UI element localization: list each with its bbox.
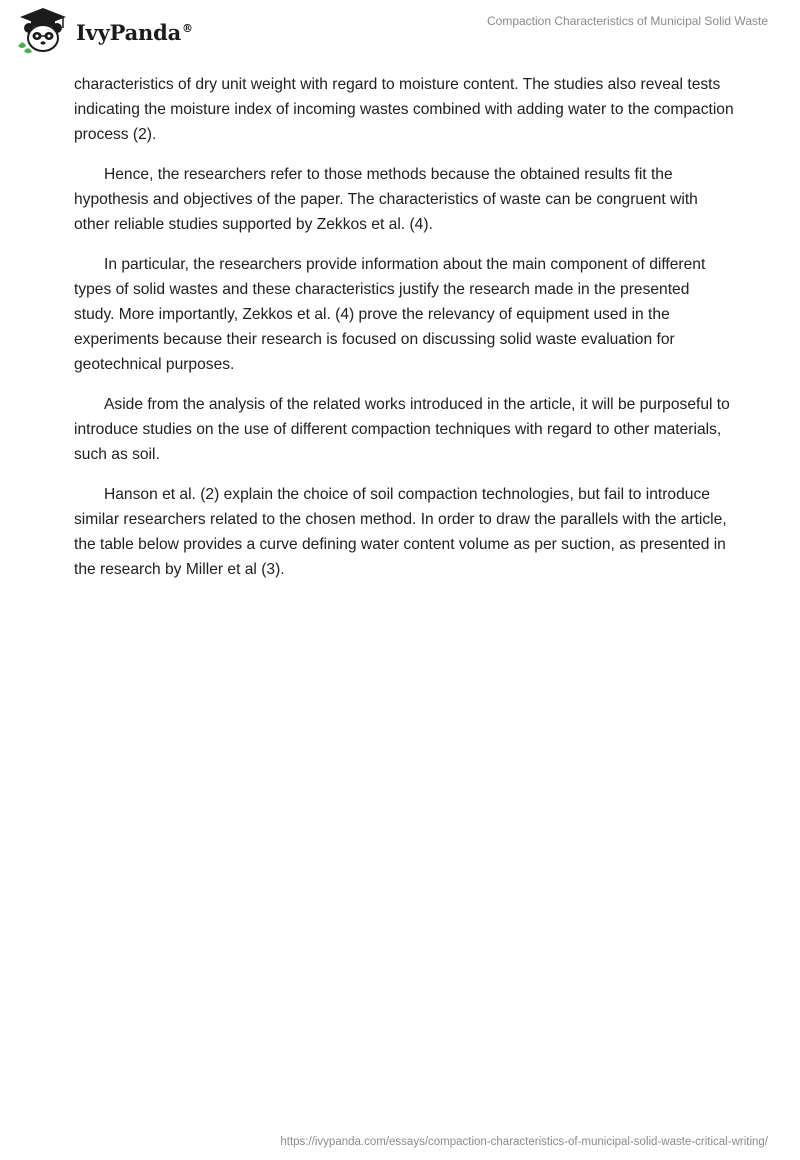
brand-name: IvyPanda® xyxy=(76,19,193,45)
source-url[interactable]: https://ivypanda.com/essays/compaction-characteristics-of-municipal-solid-waste-critical-writing/ xyxy=(280,1136,768,1148)
document-title: Compaction Characteristics of Municipal Solid Waste xyxy=(487,14,768,28)
essay-body xyxy=(74,72,734,597)
page-header xyxy=(0,0,800,64)
paragraph: In particular, the researchers provide information about the main component of different types of solid wastes and these characteristics justify the research made in the presented study. More importantly, Zekkos et al. (4) prove the relevancy of equipment used in the experiments because their research is focused on discussing solid waste evaluation for geotechnical purposes. xyxy=(74,256,706,373)
ivypanda-logo[interactable] xyxy=(14,6,193,56)
paragraph-continuation: characteristics of dry unit weight with regard to moisture content. The studies also reveal tests indicating the moisture index of incoming wastes combined with adding water to the compaction process (2). xyxy=(74,76,734,143)
paragraph: Hence, the researchers refer to those methods because the obtained results fit the hypothesis and objectives of the paper. The characteristics of waste can be congruent with other reliable studies supported by Zekkos et al. (4). xyxy=(74,166,698,233)
panda-graduate-icon xyxy=(14,6,72,56)
paragraph: Hanson et al. (2) explain the choice of soil compaction technologies, but fail to introduce similar researchers related to the chosen method. In order to draw the parallels with the article, the table below provides a curve defining water content volume as per suction, as presented in the research by Miller et al (3). xyxy=(74,486,727,578)
paragraph: Aside from the analysis of the related works introduced in the article, it will be purposeful to introduce studies on the use of different compaction techniques with regard to other materials, such as soil. xyxy=(74,396,730,463)
